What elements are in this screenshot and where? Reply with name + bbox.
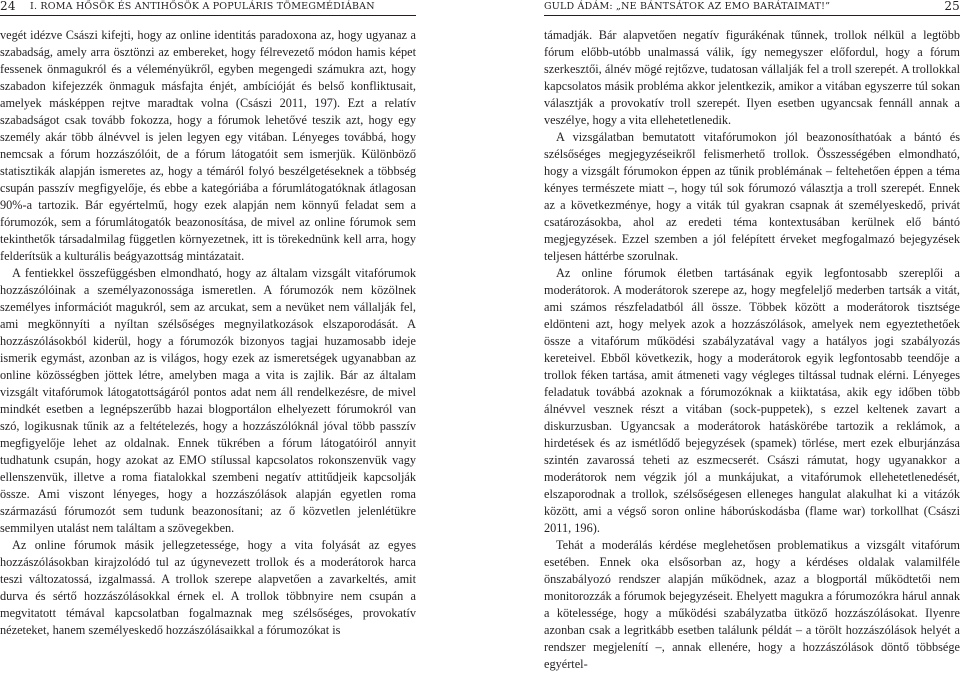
left-header-rule	[0, 15, 416, 16]
paragraph: Az online fórumok másik jellegzetessége, hogy a vita folyását az egyes hozzászólásokban kirajzolódó tul az úgynevezett trollok és a moderátorok harca teszi változatossá, izgalmassá. A trollok szerepe alapvetően a zavarkeltés, amit durva és sértő hozzászólásokkal érnek el. A trollok többnyire nem csupán a megvitatott témával kapcsolatban fogalmaznak meg szélsőséges, provokatív nézeteket, hanem személyeskedő hozzászólásaikkal a fórumozókat is	[0, 538, 416, 637]
right-body-text	[544, 27, 960, 673]
left-body-text	[0, 27, 416, 639]
right-running-head	[544, 0, 960, 14]
left-running-head-title: I. ROMA HŐSÖK ÉS ANTIHŐSÖK A POPULÁRIS TÖMEGMÉDIÁBAN	[30, 1, 375, 12]
right-page-number: 25	[944, 0, 960, 13]
paragraph: A vizsgálatban bemutatott vitafórumokon jól beazonosíthatóak a bántó és szélsőséges megjegyzéseikről felismerhető trollok. Összességében elmondható, hogy a vizsgált fórumokon éppen az tűnik problémának – feltehetően éppen a téma kényes természete miatt –, hogy túl sok fórumozó választja a troll szerepét. Ennek az a következménye, hogy a viták túl gyakran csapnak át személyeskedő, privát csatározásokba, ahol az eredeti téma kontextusában kerülnek elő bántó megjegyzések. Ezzel szemben a jól felépített érveket megfogalmazó bejegyzések teljesen háttérbe szorulnak.	[544, 130, 960, 263]
paragraph: vegét idézve Császi kifejti, hogy az online identitás paradoxona az, hogy ugyanaz a szabadság, amely arra ösztönzi az embereket, hogy félrevezető módon hamis képet fessenek önmagukról és a véleményükről, egyben megengedi számukra azt, hogy szabadon kifejezzék önmaguk másfajta énjét, ambícióját és belső konfliktusait, amelyek másképpen rejtve maradtak volna (Császi 2011, 197). Ezt a relatív szabadságot csak tovább fokozza, hogy a fórumok lehetővé teszik azt, hogy egy személy akár több álnévvel is jelen legyen egy vitában. Lényeges továbbá, hogy nemcsak a fórum hozzászólóit, de a fórum látogatóit sem ismerjük. Különböző statisztikák alapján ismeretes az, hogy a témáról folyó beszélgetéseknek a többség csupán passzív megfigyelője, és ebbe a kategóriába a fórumlátogatóknak átlagosan 90%-a tartozik. Bár egyértelmű, hogy ezek alapján nem könnyű feladat sem a fórumozók, sem a fórumlátogatók beazonosítása, de mivel az online fórumok sem tekinthetők társadalmilag független környezetnek, itt is törekednünk kell arra, hogy felderítsük a kulturális beágyazottság mintázatait.	[0, 28, 416, 263]
right-header-rule	[544, 15, 960, 16]
paragraph: Az online fórumok életben tartásának egyik legfontosabb szereplői a moderátorok. A moderátorok szerepe az, hogy megfeleljő mederben tartsák a vitát, ami számos részfeladatból áll össze. Többek között a moderátorok tisztsége eldönteni azt, hogy melyek azok a hozzászólások, amelyek nem egyeztethetőek össze a vitafórum működési szabályzatával vagy a hatályos jogi szabályozás kereteivel. Ebből következik, hogy a moderátorok egyik legfontosabb teendője a trollok féken tartása, amit átmeneti vagy végleges tiltással tudnak elérni. Lényeges feladatuk továbbá azoknak a fórumozóknak a kiiktatása, akik egy időben több álnévvel vesznek részt a vitában (sock-puppetek), s ezzel keltenek zavart a diskurzusban. Ugyancsak a moderátorok hatáskörébe tartozik a reklámok, a hirdetések és az ismétlődő bejegyzések (spamek) törlése, mert ezek elburjánzása szintén zavarossá teheti az eszmecserét. Császi rámutat, hogy ugyanakkor a moderátorok nem végzik jól a munkájukat, a vitafórumok ellehetetlenedését, elszaporodnak a trollok, szélsőségesen elleneges hangulat alakulhat ki a vitázók között, ami a végső soron online háborúskodásba (flame war) torkollhat (Császi 2011, 196).	[544, 266, 960, 535]
right-running-head-title: GULD ÁDÁM: „NE BÁNTSÁTOK AZ EMO BARÁTAIMAT!”	[544, 1, 831, 12]
paragraph: Tehát a moderálás kérdése meglehetősen problematikus a vizsgált vitafórum esetében. Ennek oka elsősorban az, hogy a kérdéses oldalak valamilféle önszabályozó rendszer alapján működnek, azaz a blogportál működtetői nem monitorozzák a fórumok bejegyzéseit. Ehelyett magukra a fórumozókra hárul annak a kötelessége, hogy a működési szabályzatba ütköző hozzászólásokat. Ilyenre azonban csak a legritkább esetben találunk példát – a törölt hozzászólások helyét a rendszer megjelenítí –, annak ellenére, hogy a hozzászólások döntő többsége egyértel-	[544, 538, 960, 671]
right-page	[480, 0, 960, 671]
left-page-number: 24	[0, 0, 16, 13]
paragraph: A fentiekkel összefüggésben elmondható, hogy az általam vizsgált vitafórumok hozzászólóinak a személyazonossága ismeretlen. A fórumozók nem közölnek személyes információt magukról, sem az arcukat, sem a nevüket nem vállalják fel, ami megkönnyíti a nyíltan szélsőséges megnyilatkozások elszaporodását. A hozzászólásokból kiderül, hogy a fórumozók bizonyos tagjai huzamosabb ideje ismerik egymást, azonban az is világos, hogy ezek az ismeretségek ugyanabban az online közösségben jöttek létre, amelyben maga a vita is zajlik. Bár az általam vizsgált vitafórumok látogatottságáról pontos adat nem áll rendelkezésre, de mivel mindkét esetben a legnépszerűbb hazai blogportálon elhelyezett fórumokról van szó, logikusnak tűnik az a feltételezés, hogy a hozzászólóknál jóval több passzív megfigyelője lehet az oldalnak. Ennek tükrében a fórum látogatóiról annyit tudhatunk csupán, hogy azokat az EMO stílussal kapcsolatos rokonszenvük vagy ellenszenvük, illetve a roma fiatalokkal szembeni negatív attitűdjeik kapcsolják össze. Ami viszont lényeges, hogy a hozzászólások alapján egyetlen roma származású fórumozót sem tudunk beazonosítani; az ő közvetlen jelenlétükre semmilyen utalást nem találtam a szövegekben.	[0, 266, 416, 535]
paragraph: támadják. Bár alapvetően negatív figurákénak tűnnek, trollok nélkül a legtöbb fórum előbb-utóbb unalmassá válik, így nemegyszer előfordul, hogy a fórum szerkesztői, álnév mögé rejtőzve, tudatosan vállalják fel a troll szerepét. A trollokkal kapcsolatos másik probléma akkor jelentkezik, amikor a vitában egyszerre túl sokan választják a provokatív troll szerepét. Ilyen esetben ugyancsak fennáll annak a veszélye, hogy a vita ellehetetlenedik.	[544, 28, 960, 127]
left-page	[0, 0, 480, 647]
left-running-head	[0, 0, 416, 14]
